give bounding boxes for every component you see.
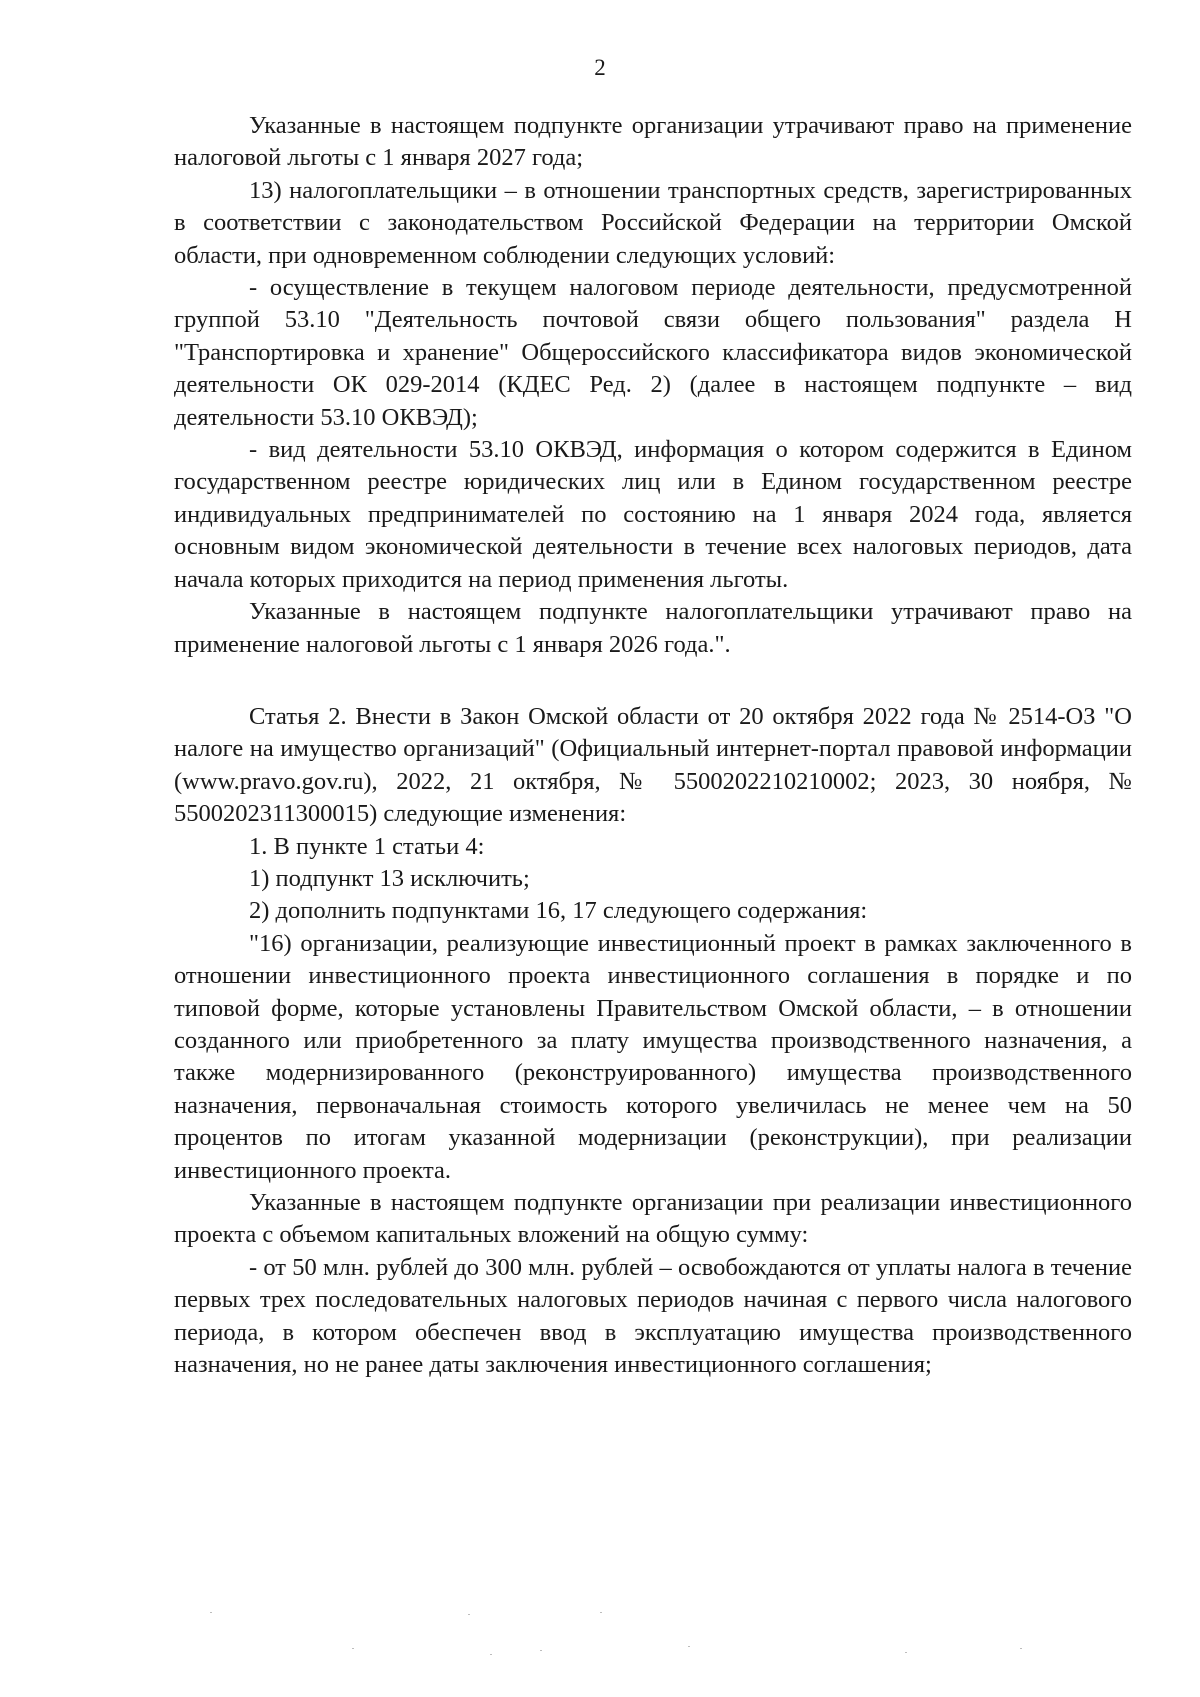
scan-noise [0,1610,1200,1670]
paragraph-condition-main-activity: - вид деятельности 53.10 ОКВЭД, информация о котором содержится в Едином государственном реестре юридических лиц или в Едином государственном реестре индивидуальных предпринимателей по состоянию на 1 января 2024 года, является основным видом экономической деятельности в течение всех налоговых периодов, дата начала которых приходится на период применения льготы. [174,436,1132,593]
paragraph-item-16-investment-project: "16) организации, реализующие инвестиционный проект в рамках заключенного в отношении инвестиционного проекта инвестиционного соглашения в порядке и по типовой форме, которые установлены Правительством Омской области, – в отношении созданного или приобретенного за плату имущества производственного назначения, а также модернизированного (реконструированного) имущества производственного назначения, первоначальная стоимость которого увеличилась не менее чем на 50 процентов по итогам указанной модернизации (реконструкции), при реализации инвестиционного проекта. [174,929,1132,1184]
paragraph-point-1-article-4: 1. В пункте 1 статьи 4: [249,832,485,860]
paragraph-organizations-lose-right-2027: Указанные в настоящем подпункте организации утрачивают право на применение налоговой льготы с 1 января 2027 года; [174,112,1132,172]
document-body [174,110,1132,1381]
paragraph-article-2: Статья 2. Внести в Закон Омской области от 20 октября 2022 года № 2514-ОЗ "О налоге на имущество организаций" (Официальный интернет-портал правовой информации (www.pravo.gov.ru), 2022, 21 октября, № 5500202210210002; 2023, 30 ноября, № 5500202311300015) следующие изменения: [174,702,1132,828]
paragraph-exclude-item-13: 1) подпункт 13 исключить; [249,864,530,892]
paragraph-from-50-to-300-million: - от 50 млн. рублей до 300 млн. рублей – освобождаются от уплаты налога в течение первых трех последовательных налоговых периодов начиная с первого числа налогового периода, в котором обеспечен ввод в эксплуатацию имущества производственного назначения, но не ранее даты заключения инвестиционного соглашения; [174,1253,1132,1379]
page-number: 2 [594,55,606,80]
paragraph-condition-activity-53-10: - осуществление в текущем налоговом периоде деятельности, предусмотренной группой 53.10 "Деятельность почтовой связи общего пользования" раздела Н "Транспортировка и хранение" Общероссийского классификатора видов экономической деятельности ОК 029-2014 (КДЕС Ред. 2) (далее в настоящем подпункте – вид деятельности 53.10 ОКВЭД); [174,274,1132,431]
paragraph-item-13-taxpayers: 13) налогоплательщики – в отношении транспортных средств, зарегистрированных в соответствии с законодательством Российской Федерации на территории Омской области, при одновременном соблюдении следующих условий: [174,176,1132,269]
paragraph-taxpayers-lose-right-2026: Указанные в настоящем подпункте налогоплательщики утрачивают право на применение налоговой льготы с 1 января 2026 года.". [174,598,1132,658]
paragraph-add-items-16-17: 2) дополнить подпунктами 16, 17 следующего содержания: [249,897,868,925]
paragraph-capital-investment-amount: Указанные в настоящем подпункте организации при реализации инвестиционного проекта с объемом капитальных вложений на общую сумму: [174,1189,1132,1249]
